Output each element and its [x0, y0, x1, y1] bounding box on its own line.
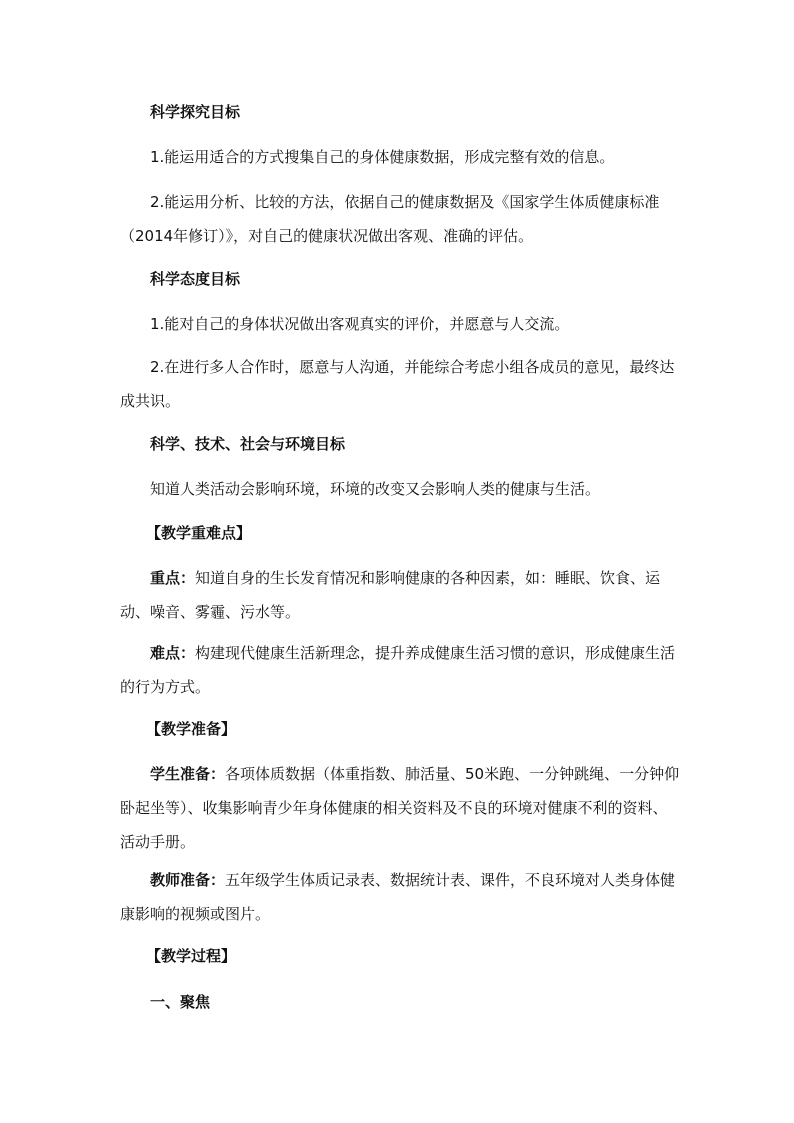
process-heading: 【教学过程】: [146, 947, 237, 965]
teacher-prep-text: 五年级学生体质记录表、数据统计表、课件，不良环境对人类身体健康影响的视频或图片。: [120, 871, 676, 923]
teacher-prep-label: 教师准备：: [150, 871, 226, 889]
attitude-goal-item-2: 2.在进行多人合作时，愿意与人沟通，并能综合考虑小组各成员的意见，最终达成共识。: [120, 358, 675, 410]
preparation-heading: 【教学准备】: [146, 720, 237, 738]
key-point-paragraph: [120, 561, 680, 629]
inquiry-goal-item-1: 1.能运用适合的方式搜集自己的身体健康数据，形成完整有效的信息。: [150, 148, 615, 166]
teacher-prep-paragraph: [120, 863, 680, 931]
key-point-label: 重点：: [150, 569, 196, 587]
stse-goal-heading: 科学、技术、社会与环境目标: [150, 435, 346, 453]
difficulty-text: 构建现代健康生活新理念，提升养成健康生活习惯的意识，形成健康生活的行为方式。: [120, 644, 676, 696]
key-point-text: 知道自身的生长发育情况和影响健康的各种因素，如：睡眠、饮食、运动、噪音、雾霾、污水等。: [120, 569, 661, 621]
student-prep-label: 学生准备：: [150, 765, 226, 783]
student-prep-paragraph: [120, 757, 680, 859]
inquiry-goal-heading: 科学探究目标: [150, 103, 241, 121]
key-points-heading: 【教学重难点】: [146, 524, 252, 542]
step-1-heading: 一、聚焦: [150, 993, 211, 1011]
attitude-goal-item-1: 1.能对自己的身体状况做出客观真实的评价，并愿意与人交流。: [150, 315, 570, 333]
attitude-goal-heading: 科学态度目标: [150, 270, 241, 288]
difficulty-label: 难点：: [150, 644, 196, 662]
student-prep-text: 各项体质数据（体重指数、肺活量、50米跑、一分钟跳绳、一分钟仰卧起坐等）、收集影响青少年身体健康的相关资料及不良的环境对健康不利的资料、活动手册。: [120, 765, 680, 851]
difficulty-paragraph: [120, 636, 680, 704]
stse-goal-item-1: 知道人类活动会影响环境，环境的改变又会影响人类的健康与生活。: [150, 480, 601, 498]
inquiry-goal-item-2: 2.能运用分析、比较的方法，依据自己的健康数据及《国家学生体质健康标准（2014年修订）》，对自己的健康状况做出客观、准确的评估。: [120, 193, 660, 245]
